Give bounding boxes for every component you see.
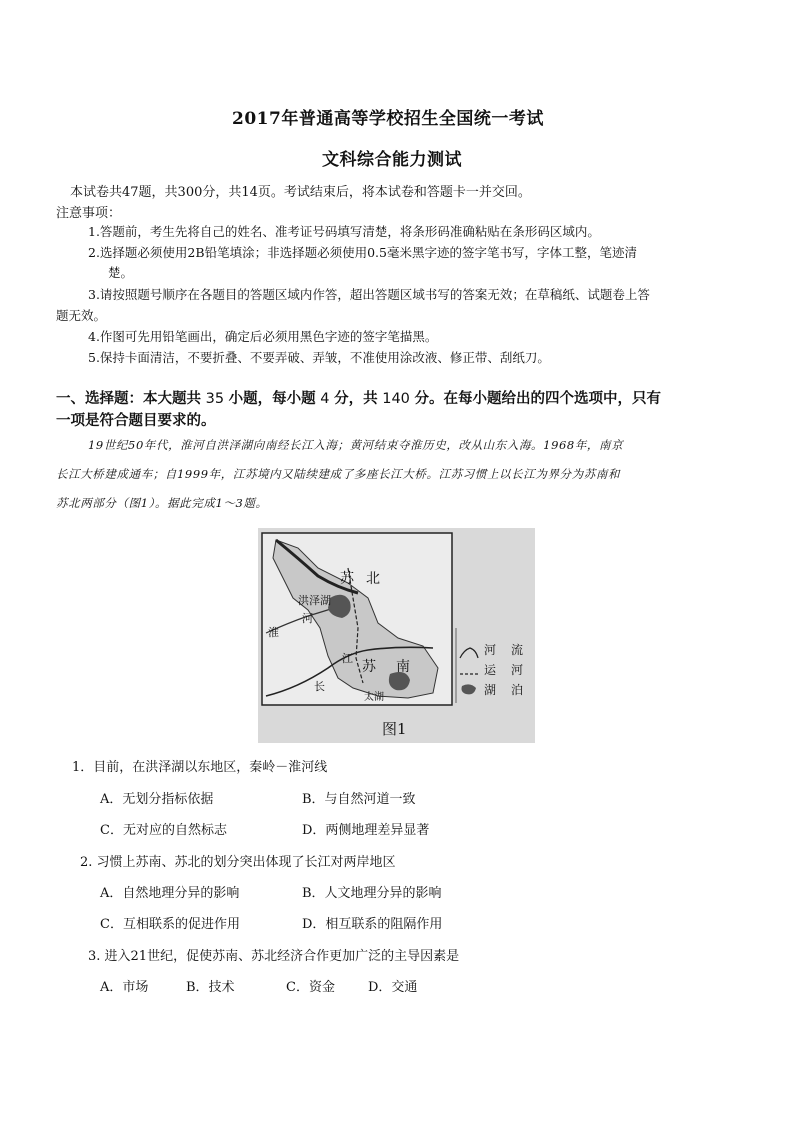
question-2-option-d[interactable]: D．相互联系的阻隔作用 [302,917,443,932]
question-2-stem: 2. 习惯上苏南、苏北的划分突出体现了长江对两岸地区 [80,855,396,870]
section-text-d: 分。 [414,391,444,407]
map-label-jiang: 江 [342,652,353,665]
passage-line-1: 19世纪50年代，淮河自洪泽湖向南经长江入海；黄河结束夺淮历史，改从山东入海。1968年，南京 [88,438,624,452]
map-label-hongze: 洪泽湖 [298,594,331,607]
exam-title: 2017年普通高等学校招生全国统一考试 [232,109,544,129]
legend-label-canal: 运 [484,663,497,677]
question-2-option-b[interactable]: B．人文地理分异的影响 [302,886,442,901]
question-3-option-d[interactable]: D．交通 [368,980,418,995]
map-label-he: 河 [302,612,313,625]
question-1-option-c[interactable]: C．无对应的自然标志 [100,823,227,838]
section-text-b: 小题，每小题 [228,391,316,407]
legend-label-lake-2: 泊 [511,683,524,697]
question-1-option-b[interactable]: B．与自然河道一致 [302,792,416,807]
passage-line-3: 苏北两部分（图1）。据此完成1～3题。 [56,496,268,510]
note-item-2: 2.选择题必须使用2B铅笔填涂；非选择题必须使用0.5毫米黑字迹的签字笔书写，字体工整，笔迹清 [88,245,637,260]
section-text-a: 本大题共 [143,391,201,407]
section-text-e: 在每小题给出的四个选项中，只有 [443,391,662,407]
section-num-total: 140 [382,391,410,407]
section-text-c: 分，共 [334,391,378,407]
legend-label-canal-2: 河 [511,663,524,677]
section-heading [56,387,661,408]
section-num-questions: 35 [205,391,225,407]
note-item-5: 5.保持卡面清洁，不要折叠、不要弄破、弄皱，不准使用涂改液、修正带、刮纸刀。 [88,350,550,365]
map-figure [258,528,535,743]
question-1-stem: 1．目前，在洪泽湖以东地区，秦岭－淮河线 [72,760,328,775]
legend-lake-symbol [462,684,477,694]
section-label: 一、选择题： [56,391,143,407]
question-3-option-c[interactable]: C．资金 [286,980,335,995]
map-label-subei-bei: 北 [366,571,380,587]
note-item-2-cont: 楚。 [108,265,134,280]
note-item-3: 3.请按照题号顺序在各题目的答题区域内作答，超出答题区域书写的答案无效；在草稿纸、试题卷上答 [88,287,650,302]
exam-intro: 本试卷共47题，共300分，共14页。考试结束后，将本试卷和答题卡一并交回。 [70,185,531,200]
map-label-sunan-nan: 南 [396,659,410,675]
legend-river-symbol [460,648,478,658]
legend-label-river: 河 [484,643,497,657]
map-label-chang: 长 [314,680,325,693]
map-label-taihu: 太湖 [364,692,384,703]
question-1-option-d[interactable]: D．两侧地理差异显著 [302,823,430,838]
note-item-1: 1.答题前，考生先将自己的姓名、准考证号码填写清楚，将条形码准确粘贴在条形码区域内。 [88,224,600,239]
question-2-option-a[interactable]: A．自然地理分异的影响 [100,886,240,901]
section-num-points: 4 [320,391,330,407]
legend-col-2 [511,640,523,700]
question-3-option-b[interactable]: B．技术 [186,980,235,995]
question-3-option-a[interactable]: A．市场 [100,980,149,995]
exam-subtitle: 文科综合能力测试 [322,150,462,170]
question-2-option-c[interactable]: C．互相联系的促进作用 [100,917,240,932]
map-label-subei-su: 苏 [340,571,354,587]
map-caption: 图1 [382,720,407,738]
jiangsu-map [258,528,535,743]
map-label-sunan-su: 苏 [362,659,376,675]
notes-heading: 注意事项： [56,206,122,221]
question-1-option-a[interactable]: A．无划分指标依据 [100,792,214,807]
note-item-3-cont: 题无效。 [56,308,107,323]
legend-col-1 [484,640,496,700]
legend-label-river-2: 流 [511,643,524,657]
question-3-stem: 3. 进入21世纪，促使苏南、苏北经济合作更加广泛的主导因素是 [88,949,460,964]
map-label-huai: 淮 [268,626,279,639]
legend-label-lake: 湖 [484,683,497,697]
section-heading-cont: 一项是符合题目要求的。 [56,413,216,429]
note-item-4: 4.作图可先用铅笔画出，确定后必须用黑色字迹的签字笔描黑。 [88,329,438,344]
passage-line-2: 长江大桥建成通车；自1999年，江苏境内又陆续建成了多座长江大桥。江苏习惯上以长江为界分为苏南和 [56,467,621,481]
